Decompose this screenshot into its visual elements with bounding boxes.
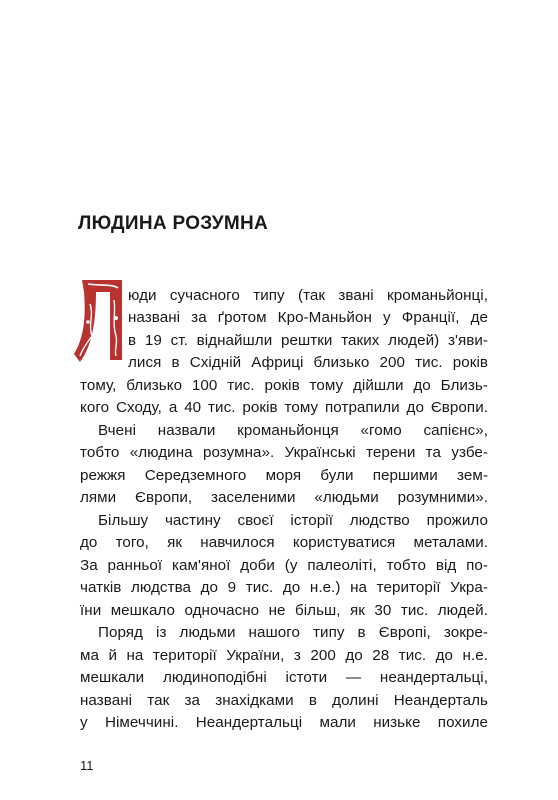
text-line: лися в Східній Африці близько 200 тис. років	[128, 354, 488, 371]
text-line: Вчені назвали кроманьйонця «гомо сапієнс»,	[98, 422, 488, 439]
text-line: лями Європи, заселеними «людьми розумними».	[80, 489, 488, 506]
text-line: названі так за знахідками в долині Неандерталь	[80, 692, 488, 709]
text-line: режжя Середземного моря були першими зем-	[80, 467, 488, 484]
text-line: тобто «людина розумна». Українські терени та узбе-	[80, 444, 488, 461]
text-line: ма й на території України, з 200 до 28 тис. до н.е.	[80, 647, 488, 664]
text-line: у Німеччині. Неандертальці мали низьке похиле	[80, 714, 488, 731]
section-heading: ЛЮДИНА РОЗУМНА	[78, 213, 269, 234]
text-line: юди сучасного типу (так звані кроманьйонці,	[128, 287, 488, 304]
text-line: названі за ґротом Кро-Маньйон у Франції, де	[128, 309, 488, 326]
text-line: За ранньої кам'яної доби (у палеоліті, тобто від по-	[80, 557, 488, 574]
text-line: їни мешкало одночасно не більш, як 30 тис. людей.	[80, 602, 488, 619]
text-line: мешкали людиноподібні істоти — неандертальці,	[80, 669, 488, 686]
text-line: Поряд із людьми нашого типу в Європі, зокре-	[98, 624, 488, 641]
text-line: кого Сходу, а 40 тис. років тому потрапили до Європи.	[80, 399, 488, 416]
text-line: в 19 ст. віднайшли рештки таких людей) з'яви-	[128, 332, 488, 349]
page-number: 11	[80, 758, 94, 773]
text-line: до того, як навчилося користуватися металами.	[80, 534, 488, 551]
text-line: тому, близько 100 тис. років тому дійшли до Близь-	[80, 377, 488, 394]
text-line: Більшу частину своєї історії людство прожило	[98, 512, 488, 529]
text-line: чатків людства до 9 тис. до н.е.) на території Укра-	[80, 579, 488, 596]
decorative-dropcap-icon	[72, 276, 126, 366]
